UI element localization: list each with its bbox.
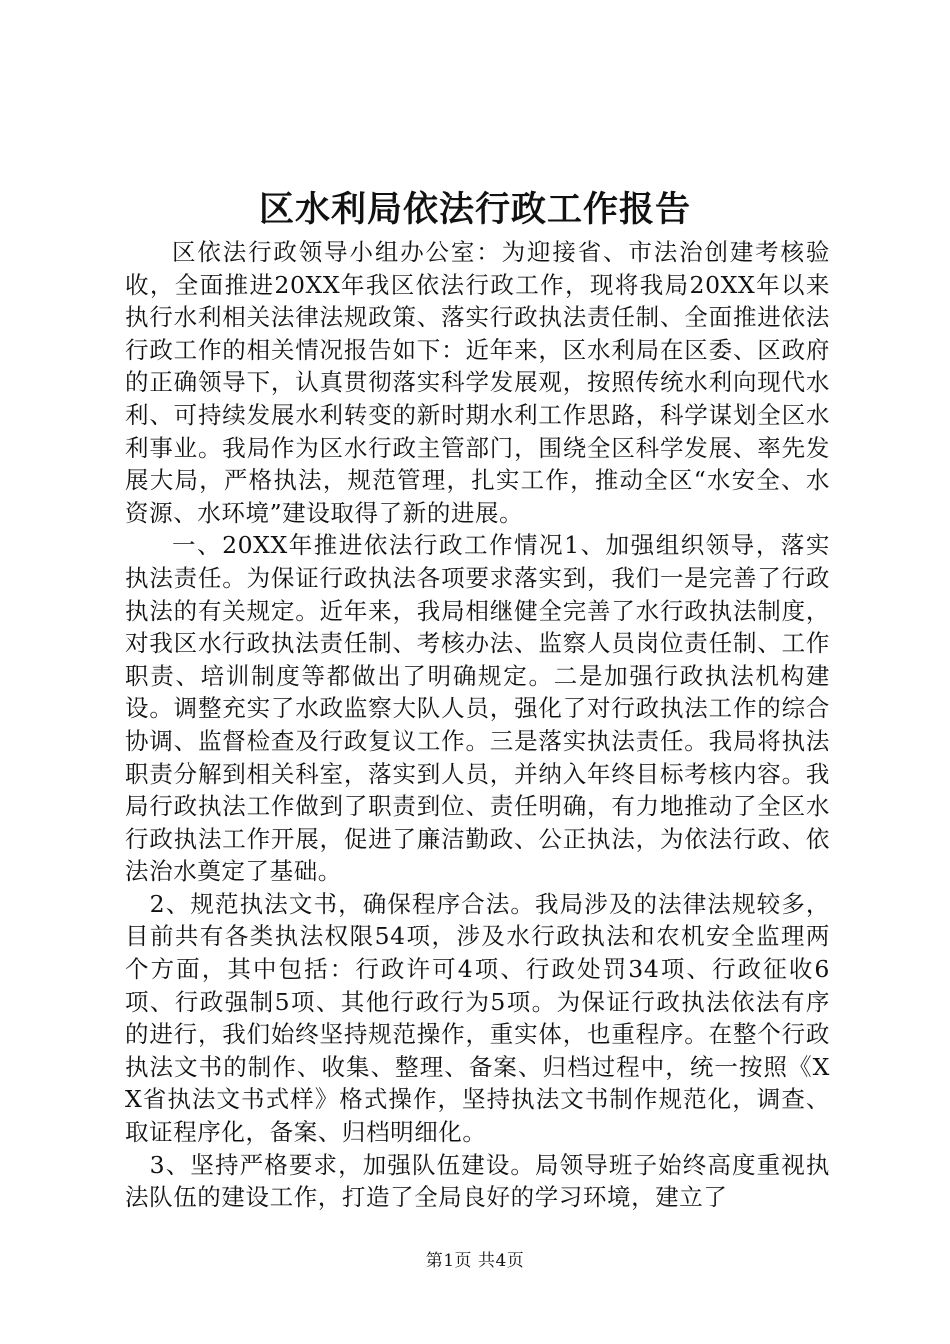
- paragraph-section-1: 一、20XX年推进依法行政工作情况1、加强组织领导，落实执法责任。为保证行政执法各项要求落实到，我们一是完善了行政执法的有关规定。近年来，我局相继健全完善了水行政执法制度，对我区水行政执法责任制、考核办法、监察人员岗位责任制、工作职责、培训制度等都做出了明确规定。二是加强行政执法机构建设。调整充实了水政监察大队人员，强化了对行政执法工作的综合协调、监督检查及行政复议工作。三是落实执法责任。我局将执法职责分解到相关科室，落实到人员，并纳入年终目标考核内容。我局行政执法工作做到了职责到位、责任明确，有力地推动了全区水行政执法工作开展，促进了廉洁勤政、公正执法，为依法行政、依法治水奠定了基础。: [125, 531, 830, 886]
- page-number-footer: 第1页 共4页: [425, 1251, 525, 1271]
- document-title: 区水利局依法行政工作报告: [258, 189, 691, 230]
- paragraph-intro: 区依法行政领导小组办公室：为迎接省、市法治创建考核验收，全面推进20XX年我区依法行政工作，现将我局20XX年以来执行水利相关法律法规政策、落实行政执法责任制、全面推进依法行政工作的相关情况报告如下：近年来，区水利局在区委、区政府的正确领导下，认真贯彻落实科学发展观，按照传统水利向现代水利、可持续发展水利转变的新时期水利工作思路，科学谋划全区水利事业。我局作为区水行政主管部门，围绕全区科学发展、率先发展大局，严格执法，规范管理，扎实工作，推动全区“水安全、水资源、水环境”建设取得了新的进展。: [125, 238, 830, 527]
- paragraph-section-2: 2、规范执法文书，确保程序合法。我局涉及的法律法规较多，目前共有各类执法权限54项，涉及水行政执法和农机安全监理两个方面，其中包括：行政许可4项、行政处罚34项、行政征收6项、行政强制5项、其他行政行为5项。为保证行政执法依法有序的进行，我们始终坚持规范操作，重实体，也重程序。在整个行政执法文书的制作、收集、整理、备案、归档过程中，统一按照《XX省执法文书式样》格式操作，坚持执法文书制作规范化，调查、取证程序化，备案、归档明细化。: [125, 889, 830, 1147]
- paragraph-section-3: 3、坚持严格要求，加强队伍建设。局领导班子始终高度重视执法队伍的建设工作，打造了全局良好的学习环境，建立了: [125, 1150, 830, 1212]
- document-body: [125, 236, 830, 1214]
